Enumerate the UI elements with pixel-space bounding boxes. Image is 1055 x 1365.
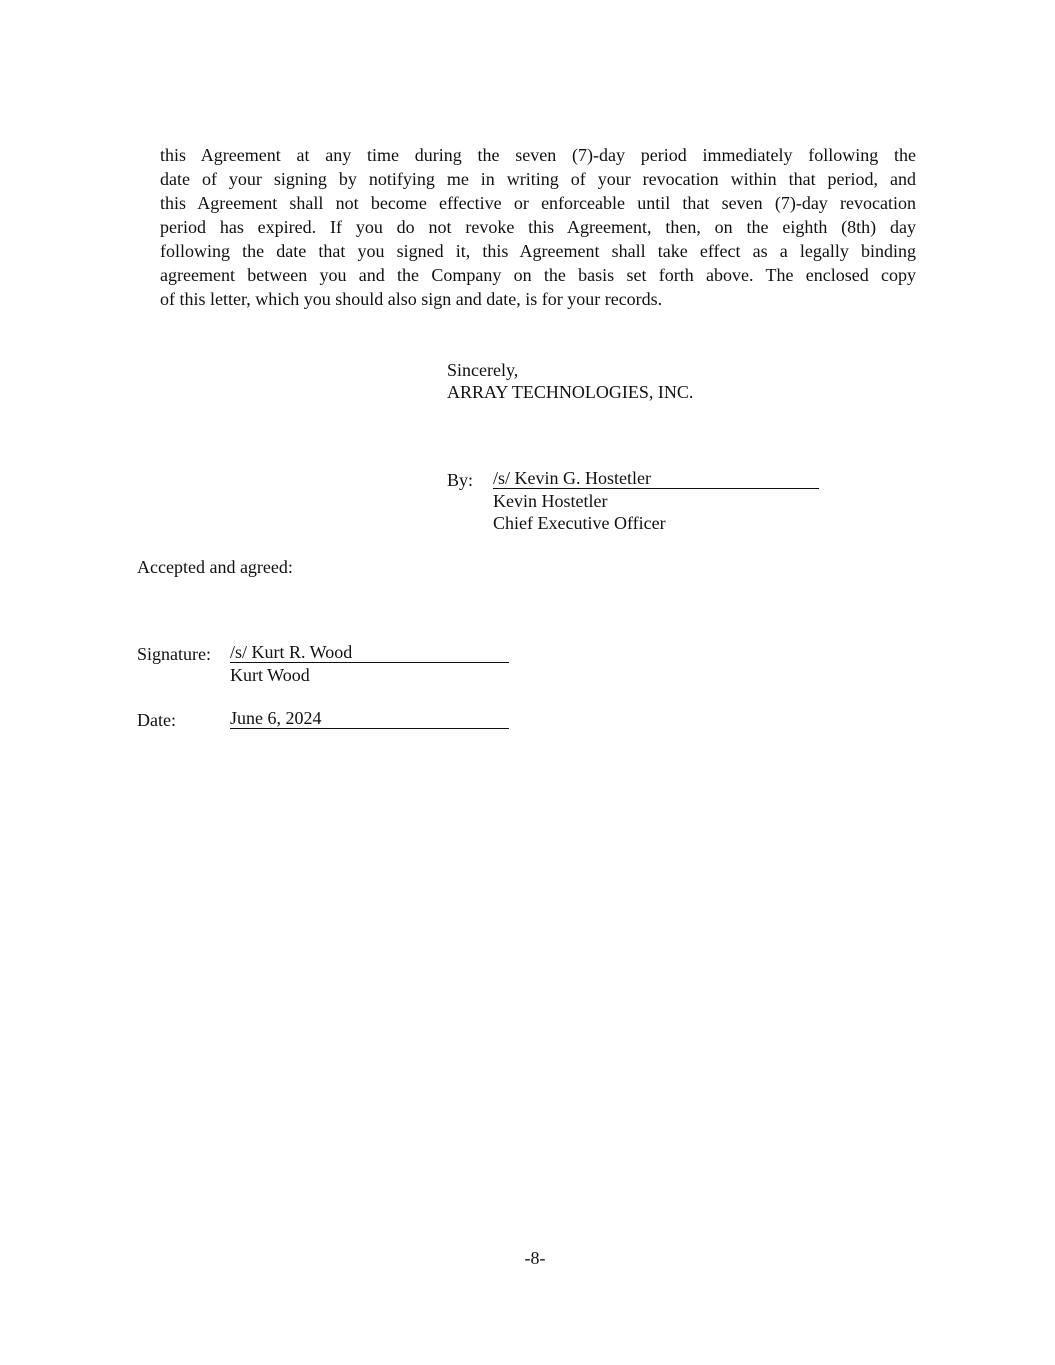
paragraph-line-4: period has expired. If you do not revoke this Agreement, then, on the eighth (8th) day — [160, 217, 916, 237]
signer-title: Chief Executive Officer — [493, 513, 666, 533]
employee-signature: /s/ Kurt R. Wood — [230, 642, 509, 663]
paragraph-line-7: of this letter, which you should also sign and date, is for your records. — [160, 289, 663, 309]
company-signature: /s/ Kevin G. Hostetler — [493, 468, 819, 489]
date-line — [230, 708, 509, 729]
paragraph-line-5: following the date that you signed it, this Agreement shall take effect as a legally binding — [160, 241, 916, 261]
signature-label: Signature: — [137, 644, 211, 664]
date-label: Date: — [137, 710, 176, 730]
paragraph-line-2: date of your signing by notifying me in writing of your revocation within that period, and — [160, 169, 916, 189]
body-paragraph — [160, 143, 916, 311]
signer-name: Kevin Hostetler — [493, 491, 608, 511]
accepted-heading: Accepted and agreed: — [137, 557, 293, 577]
paragraph-line-6: agreement between you and the Company on the basis set forth above. The enclosed copy — [160, 265, 916, 285]
company-signature-line — [493, 468, 819, 489]
by-label: By: — [447, 470, 474, 490]
paragraph-line-1: this Agreement at any time during the seven (7)-day period immediately following the — [160, 145, 916, 165]
paragraph-line-3: this Agreement shall not become effective or enforceable until that seven (7)-day revocation — [160, 193, 916, 213]
closing-company-name: ARRAY TECHNOLOGIES, INC. — [447, 382, 694, 402]
employee-signature-line — [230, 642, 509, 663]
page-number: -8- — [524, 1248, 546, 1268]
employee-name: Kurt Wood — [230, 665, 310, 685]
date-value: June 6, 2024 — [230, 708, 509, 729]
closing-salutation: Sincerely, — [447, 360, 519, 380]
